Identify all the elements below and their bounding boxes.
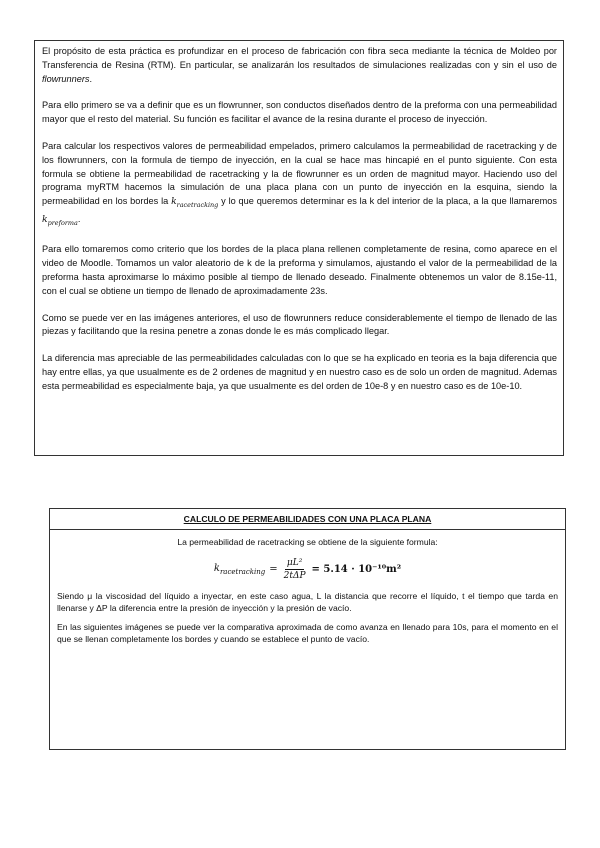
racetracking-formula — [57, 557, 558, 582]
paragraph-images-note: Como se puede ver en las imágenes anteriores, el uso de flowrunners reduce considerablemente el tiempo de llenado de las piezas y facilitando que la resina penetre a zonas donde le es más complicado llegar. — [42, 312, 557, 337]
formula-equals: = — [269, 563, 278, 575]
flowrunners-emphasis: flowrunners — [42, 73, 90, 84]
paragraph-comparison: En las siguientes imágenes se puede ver la comparativa aproximada de como avanza en llenado para 10s, para el momento en el que se llenan completamente los bordes y cuando se establece el punto de vacío. — [57, 621, 558, 644]
paragraph-difference: La diferencia mas apreciable de las permeabilidades calculadas con lo que se ha explicado en teoria es la baja diferencia que hay entre ellas, ya que usualmente es de 2 ordenes de magnitud y en nuestro caso es de solo un orden de magnitud. Ademas esta permeabilidad es especialmente baja, ya que usualmente es del orden de 10e-8 y en nuestro caso es de 10e-10. — [42, 353, 557, 391]
paragraph-flowrunner-definition: Para ello primero se va a definir que es un flowrunner, son conductos diseñados dentro de la preforma con una permeabilidad mayor que el resto del material. Su función es facilitar el avance de la resina durante el proceso de inyección. — [42, 100, 557, 125]
formula-denominator: 2tΔP — [283, 570, 306, 581]
formula-lhs: $k_{racetracking}$ — [213, 562, 266, 576]
formula-numerator: μL² — [286, 557, 303, 568]
formula-result: = 5.14 · 10⁻¹⁰m² — [311, 563, 402, 575]
formula-intro: La permeabilidad de racetracking se obtiene de la siguiente formula: — [177, 537, 438, 547]
text-box — [34, 40, 564, 456]
formula-fraction — [282, 557, 308, 582]
k-racetracking-symbol: $k_{racetracking}$ — [171, 196, 219, 209]
paragraph-purpose: El propósito de esta práctica es profundizar en el proceso de fabricación con fibra seca mediante la técnica de Moldeo por Transferencia de Resina (RTM). En particular, se analizarán los resultados de simulaciones realizadas con y sin el uso de flowrunners. — [42, 46, 557, 84]
paragraph-permeability-calc: Para calcular los respectivos valores de permeabilidad empelados, primero calculamos la permeabilidad de racetracking y de los flowrunners, con la formula de tiempo de inyección, en la cual se hace mas hincapié en el punto siguiente. Con esta formula se obtiene la permeabilidad de racetracking y la de flowrunner es un orden de magnitud mayor. Haciendo uso del programa myRTM hacemos la simulación de una placa plana con un punto de inyección en la esquina, siendo la permeabilidad en los bordes la $k_{racetracking}$ y lo que queremos determinar es la k del interior de la placa, a la que llamaremos $k_{preforma}$. — [42, 140, 557, 227]
paragraph-criterion: Para ello tomaremos como criterio que los bordes de la placa plana rellenen completamente de resina, como aparece en el video de Moodle. Tomamos un valor aleatorio de k de la preforma y simulamos, ajustando el valor de la permeabilidad de la preforma hasta aproximarse lo máximo posible al tiempo de llenado deseado. Finalmente obtenemos un valor de 8.15e-11, con el cual se obtiene un tiempo de llenado de aproximadamente 23s. — [42, 244, 557, 296]
k-preforma-symbol: $k_{preforma}$ — [42, 213, 78, 227]
calculation-title: CALCULO DE PERMEABILIDADES CON UNA PLACA PLANA — [50, 509, 565, 530]
calculation-box — [49, 508, 566, 750]
paragraph-variables: Siendo μ la viscosidad del líquido a inyectar, en este caso agua, L la distancia que recorre el líquido, t el tiempo que tarda en llenarse y ΔP la diferencia entre la presión de inyección y la presión de vacío. — [57, 590, 558, 613]
